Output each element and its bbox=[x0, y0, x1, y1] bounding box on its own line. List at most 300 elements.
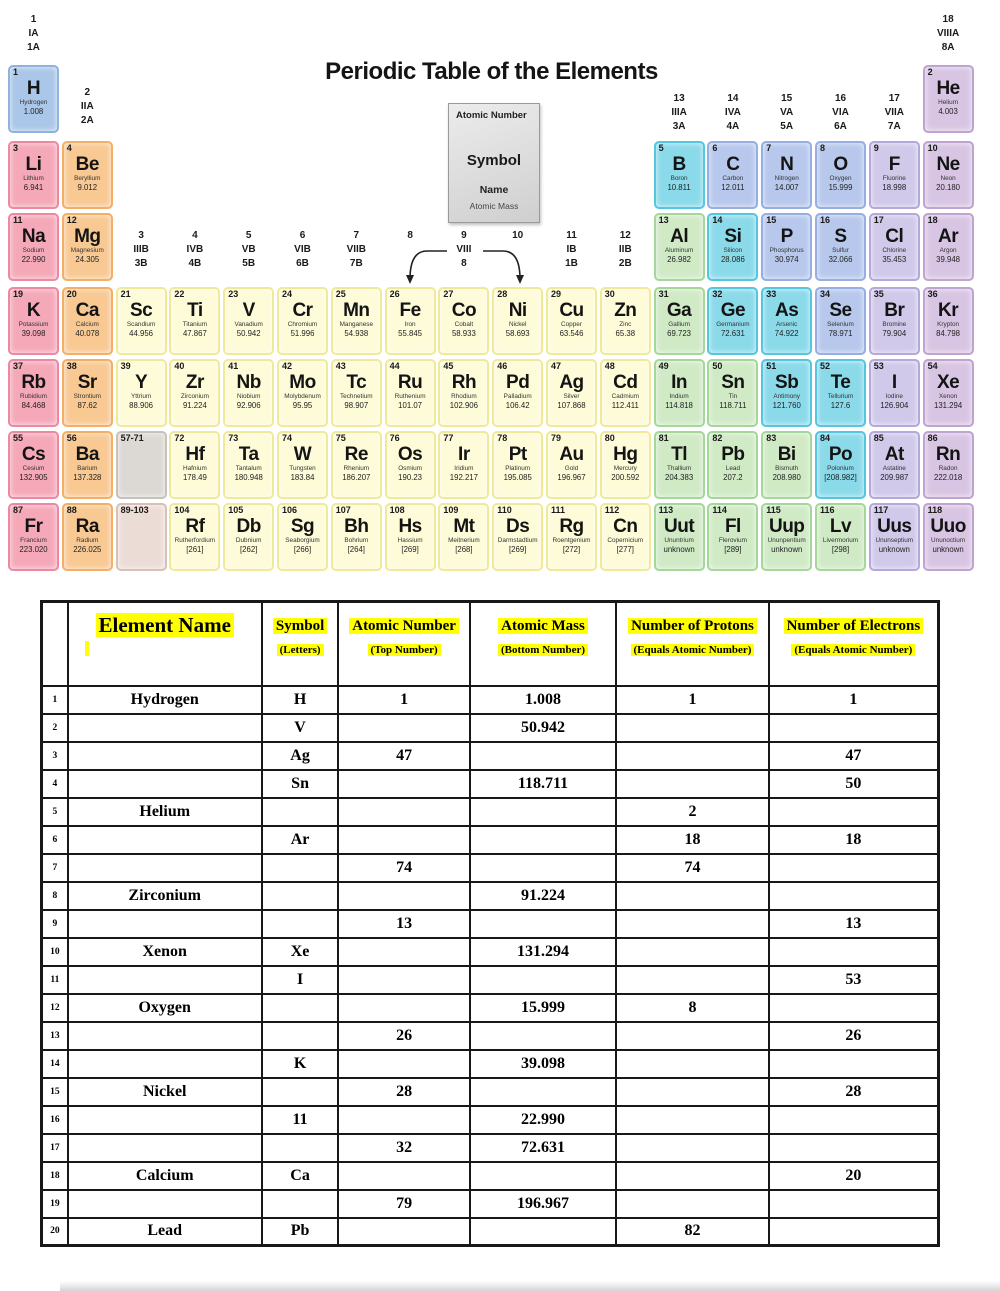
element-atomic-number: 52 bbox=[820, 361, 831, 371]
group-label-line: VIIB bbox=[346, 244, 367, 255]
element-atomic-number: 12 bbox=[66, 215, 77, 225]
row-number: 4 bbox=[42, 770, 68, 798]
table-row-14 bbox=[42, 1050, 939, 1078]
worksheet-cell bbox=[338, 994, 469, 1022]
element-symbol: Sc bbox=[129, 300, 153, 321]
group-label-line: 13 bbox=[673, 93, 685, 104]
element-symbol: At bbox=[884, 444, 904, 465]
element-mass: 30.974 bbox=[774, 255, 799, 264]
element-cell-S bbox=[815, 213, 866, 281]
element-atomic-number: 6 bbox=[712, 143, 718, 153]
element-name: Bromine bbox=[882, 321, 907, 328]
element-name: Chlorine bbox=[882, 247, 907, 254]
group-label-line: 8A bbox=[941, 42, 955, 53]
worksheet-cell bbox=[68, 714, 262, 742]
worksheet-cell: 1.008 bbox=[470, 686, 616, 714]
group-label-line: 15 bbox=[781, 93, 793, 104]
worksheet-cell bbox=[68, 1190, 262, 1218]
element-symbol: Os bbox=[397, 444, 423, 465]
element-cell-Hf bbox=[169, 431, 220, 499]
element-name: Neon bbox=[940, 175, 956, 182]
element-symbol: Ge bbox=[720, 300, 746, 321]
element-mass: 40.078 bbox=[75, 329, 100, 338]
column-header-title: Number of Protons bbox=[628, 618, 757, 634]
worksheet-cell: 50.942 bbox=[470, 714, 616, 742]
element-cell-Cu bbox=[546, 287, 597, 355]
column-header-element-name bbox=[68, 602, 262, 686]
element-mass: 55.845 bbox=[398, 329, 423, 338]
element-name: Seaborgium bbox=[285, 537, 320, 544]
element-symbol: Br bbox=[884, 300, 905, 321]
table-row-9 bbox=[42, 910, 939, 938]
element-atomic-number: 19 bbox=[13, 289, 24, 299]
element-mass: 209.987 bbox=[880, 473, 909, 482]
element-name: Lithium bbox=[23, 175, 44, 182]
element-symbol: Li bbox=[25, 154, 42, 175]
element-mass: 178.49 bbox=[182, 473, 207, 482]
element-name: Molybdenum bbox=[284, 393, 321, 400]
worksheet-cell: 18 bbox=[769, 826, 939, 854]
element-atomic-number: 55 bbox=[13, 433, 24, 443]
worksheet-cell: K bbox=[262, 1050, 339, 1078]
element-mass: 51.996 bbox=[290, 329, 315, 338]
group-label-6 bbox=[277, 229, 328, 271]
element-name: Hafnium bbox=[182, 465, 207, 472]
worksheet-cell: Ag bbox=[262, 742, 339, 770]
table-row-15 bbox=[42, 1078, 939, 1106]
group-label-2 bbox=[62, 86, 113, 128]
element-atomic-number: 18 bbox=[927, 215, 938, 225]
element-atomic-number: 104 bbox=[174, 505, 190, 515]
element-mass: [264] bbox=[347, 545, 365, 554]
worksheet-cell bbox=[769, 854, 939, 882]
element-mass: 4.003 bbox=[938, 107, 958, 116]
element-name: Tantalum bbox=[235, 465, 262, 472]
worksheet-cell: 26 bbox=[769, 1022, 939, 1050]
worksheet-cell: H bbox=[262, 686, 339, 714]
element-cell-Fl bbox=[707, 503, 758, 571]
worksheet-cell: Xe bbox=[262, 938, 339, 966]
element-name: Osmium bbox=[398, 465, 422, 472]
element-symbol: Si bbox=[724, 226, 742, 247]
element-symbol: Pb bbox=[721, 444, 745, 465]
worksheet-cell bbox=[262, 1078, 339, 1106]
group-label-4 bbox=[169, 229, 220, 271]
element-atomic-number: 76 bbox=[389, 433, 400, 443]
element-mass: 91.224 bbox=[182, 401, 207, 410]
group-label-14 bbox=[707, 92, 758, 134]
element-cell-Hs bbox=[385, 503, 436, 571]
element-symbol: Rh bbox=[451, 372, 477, 393]
element-name: Roentgenium bbox=[552, 537, 591, 544]
element-symbol: H bbox=[26, 78, 41, 99]
element-symbol: In bbox=[671, 372, 688, 393]
group-label-line: IIA bbox=[80, 101, 94, 112]
element-symbol: Rb bbox=[21, 372, 46, 393]
group-label-5 bbox=[223, 229, 274, 271]
element-atomic-number: 23 bbox=[228, 289, 239, 299]
element-cell-Be bbox=[62, 141, 113, 209]
element-name: Ununoctium bbox=[931, 537, 966, 544]
element-mass: 137.328 bbox=[73, 473, 102, 482]
row-number: 11 bbox=[42, 966, 68, 994]
group-label-3 bbox=[116, 229, 167, 271]
element-name: Xenon bbox=[938, 393, 958, 400]
element-symbol: K bbox=[26, 300, 41, 321]
element-atomic-number: 45 bbox=[443, 361, 454, 371]
worksheet-cell bbox=[262, 1022, 339, 1050]
element-name: Iridium bbox=[454, 465, 474, 472]
element-cell-Re bbox=[331, 431, 382, 499]
worksheet-cell: 131.294 bbox=[470, 938, 616, 966]
worksheet-cell: 26 bbox=[338, 1022, 469, 1050]
element-atomic-number: 28 bbox=[497, 289, 508, 299]
element-name: Meitnerium bbox=[448, 537, 480, 544]
element-cell-Rb bbox=[8, 359, 59, 427]
group-label-line: 7 bbox=[353, 230, 360, 241]
element-cell-Sn bbox=[707, 359, 758, 427]
group-label-line: 4A bbox=[726, 121, 740, 132]
element-name: Polonium bbox=[827, 465, 854, 472]
element-cell-Sr bbox=[62, 359, 113, 427]
periodic-table bbox=[0, 0, 1000, 592]
row-number: 12 bbox=[42, 994, 68, 1022]
element-symbol: S bbox=[834, 226, 847, 247]
row-number: 18 bbox=[42, 1162, 68, 1190]
element-atomic-number: 43 bbox=[335, 361, 346, 371]
element-mass: 84.468 bbox=[21, 401, 46, 410]
worksheet-cell bbox=[338, 1218, 469, 1246]
element-atomic-number: 27 bbox=[443, 289, 454, 299]
element-mass: 9.012 bbox=[77, 183, 98, 192]
element-symbol: Ca bbox=[75, 300, 99, 321]
group-label-line: IIIB bbox=[133, 244, 149, 255]
element-cell-Fe bbox=[385, 287, 436, 355]
element-symbol: Uup bbox=[768, 516, 805, 537]
element-mass: 88.906 bbox=[129, 401, 154, 410]
group-label-line: 16 bbox=[834, 93, 847, 104]
row-number: 10 bbox=[42, 938, 68, 966]
element-symbol: W bbox=[293, 444, 312, 465]
element-cell-Mg bbox=[62, 213, 113, 281]
element-cell-Ti bbox=[169, 287, 220, 355]
element-mass: 15.999 bbox=[828, 183, 853, 192]
element-cell-B bbox=[654, 141, 705, 209]
element-atomic-number: 118 bbox=[927, 505, 943, 515]
element-atomic-number: 77 bbox=[443, 433, 454, 443]
element-symbol: Re bbox=[344, 444, 368, 465]
table-row-19 bbox=[42, 1190, 939, 1218]
element-mass: 72.631 bbox=[720, 329, 745, 338]
group-label-line: VIA bbox=[832, 107, 849, 118]
element-cell-Se bbox=[815, 287, 866, 355]
worksheet-cell: 72.631 bbox=[470, 1134, 616, 1162]
element-symbol: Hs bbox=[398, 516, 422, 537]
group-label-line: 7B bbox=[349, 258, 363, 269]
element-mass: 32.066 bbox=[828, 255, 853, 264]
group-label-9 bbox=[438, 229, 489, 271]
worksheet-cell bbox=[470, 966, 616, 994]
element-symbol: P bbox=[780, 226, 793, 247]
worksheet-cell: Oxygen bbox=[68, 994, 262, 1022]
element-cell-Cr bbox=[277, 287, 328, 355]
element-cell-Cl bbox=[869, 213, 920, 281]
element-atomic-number: 13 bbox=[658, 215, 669, 225]
element-name: Hydrogen bbox=[19, 99, 48, 106]
element-name: Thallium bbox=[667, 465, 692, 472]
element-atomic-number: 32 bbox=[712, 289, 723, 299]
element-symbol: Pd bbox=[506, 372, 530, 393]
element-name: Sodium bbox=[22, 247, 45, 254]
element-name: Bismuth bbox=[775, 465, 799, 472]
table-row-5 bbox=[42, 798, 939, 826]
element-mass: 12.011 bbox=[721, 183, 745, 192]
element-mass: 200.592 bbox=[611, 473, 640, 482]
element-atomic-number: 116 bbox=[820, 505, 835, 515]
worksheet-cell bbox=[262, 1134, 339, 1162]
element-atomic-number: 42 bbox=[282, 361, 293, 371]
legend-symbol-label: Symbol bbox=[466, 152, 522, 169]
worksheet-cell bbox=[470, 1218, 616, 1246]
element-mass: 54.938 bbox=[344, 329, 369, 338]
element-mass: [272] bbox=[562, 545, 581, 554]
table-row-18 bbox=[42, 1162, 939, 1190]
element-name: Zirconium bbox=[180, 393, 209, 400]
element-symbol: Sr bbox=[77, 372, 97, 393]
element-name: Ununpentium bbox=[767, 537, 806, 544]
element-name: Livermorium bbox=[822, 537, 859, 544]
element-atomic-number: 50 bbox=[712, 361, 723, 371]
element-mass: 69.723 bbox=[667, 329, 692, 338]
element-name: Titanium bbox=[182, 321, 208, 328]
element-atomic-number: 82 bbox=[712, 433, 723, 443]
worksheet bbox=[40, 600, 940, 1247]
element-name: Iron bbox=[404, 321, 416, 328]
element-symbol: Po bbox=[828, 444, 853, 465]
element-cell-At bbox=[869, 431, 920, 499]
element-atomic-number: 73 bbox=[228, 433, 239, 443]
worksheet-cell: 13 bbox=[769, 910, 939, 938]
legend-atomic-mass-label: Atomic Mass bbox=[469, 201, 519, 211]
element-atomic-number: 44 bbox=[389, 361, 400, 371]
element-symbol: Se bbox=[829, 300, 852, 321]
element-symbol: Uuo bbox=[930, 516, 966, 537]
worksheet-cell bbox=[338, 1162, 469, 1190]
element-name: Gold bbox=[564, 465, 579, 472]
element-atomic-number: 7 bbox=[766, 143, 772, 153]
worksheet-cell: 79 bbox=[338, 1190, 469, 1218]
group-label-line: VIB bbox=[294, 244, 311, 255]
worksheet-cell bbox=[616, 714, 769, 742]
table-row-11 bbox=[42, 966, 939, 994]
worksheet-cell bbox=[470, 910, 616, 938]
worksheet-cell bbox=[262, 1190, 339, 1218]
element-name: Indium bbox=[669, 393, 689, 400]
element-name: Germanium bbox=[716, 321, 750, 328]
element-name: Chromium bbox=[287, 321, 318, 328]
element-symbol: Zn bbox=[614, 300, 637, 321]
element-symbol: Te bbox=[830, 372, 851, 393]
element-cell-As bbox=[761, 287, 812, 355]
group-label-line: 5 bbox=[245, 230, 252, 241]
element-atomic-number: 56 bbox=[66, 433, 77, 443]
element-name: Ununseptium bbox=[875, 537, 914, 544]
column-header-subtitle: (Bottom Number) bbox=[498, 644, 588, 656]
worksheet-cell: Sn bbox=[262, 770, 339, 798]
element-mass: 102.906 bbox=[449, 401, 478, 410]
element-range-cell-89-103 bbox=[116, 503, 167, 571]
element-mass: 101.07 bbox=[398, 401, 423, 410]
element-mass: 63.546 bbox=[559, 329, 584, 338]
element-symbol: Kr bbox=[938, 300, 959, 321]
element-cell-Pb bbox=[707, 431, 758, 499]
worksheet-cell bbox=[262, 798, 339, 826]
element-mass: 190.23 bbox=[398, 473, 423, 482]
group-label-11 bbox=[546, 229, 597, 271]
element-cell-Fr bbox=[8, 503, 59, 571]
element-cell-Co bbox=[438, 287, 489, 355]
element-mass: [261] bbox=[186, 545, 204, 554]
element-atomic-number: 48 bbox=[604, 361, 615, 371]
element-atomic-number: 4 bbox=[66, 143, 72, 153]
element-mass: 208.980 bbox=[772, 473, 801, 482]
worksheet-cell bbox=[68, 742, 262, 770]
element-cell-Tc bbox=[331, 359, 382, 427]
group-label-line: 5A bbox=[780, 121, 794, 132]
group-label-line: 5B bbox=[242, 258, 256, 269]
element-symbol: Sb bbox=[775, 372, 799, 393]
element-cell-Ds bbox=[492, 503, 543, 571]
element-cell-Sb bbox=[761, 359, 812, 427]
element-mass: 50.942 bbox=[236, 329, 261, 338]
worksheet-cell bbox=[470, 1078, 616, 1106]
element-name: Francium bbox=[20, 537, 47, 544]
element-name: Lead bbox=[725, 465, 740, 472]
column-header-atomic-number bbox=[338, 602, 469, 686]
worksheet-cell bbox=[68, 1022, 262, 1050]
element-atomic-number: 86 bbox=[927, 433, 938, 443]
element-mass: [266] bbox=[293, 545, 312, 554]
element-name: Oxygen bbox=[829, 175, 852, 182]
element-name: Darmstadtium bbox=[497, 537, 538, 544]
element-symbol: Db bbox=[236, 516, 261, 537]
element-mass: 26.982 bbox=[667, 255, 692, 264]
element-cell-Cd bbox=[600, 359, 651, 427]
element-atomic-number: 46 bbox=[497, 361, 508, 371]
element-atomic-number: 35 bbox=[873, 289, 884, 299]
group-label-line: 7A bbox=[887, 121, 901, 132]
element-mass: 84.798 bbox=[936, 329, 961, 338]
element-symbol: Ti bbox=[187, 300, 203, 321]
element-mass: unknown bbox=[771, 545, 803, 554]
worksheet-cell: 74 bbox=[616, 854, 769, 882]
element-name: Copper bbox=[561, 321, 582, 328]
element-name: Rubidium bbox=[20, 393, 47, 400]
element-symbol: Cs bbox=[21, 444, 46, 465]
group-label-line: 9 bbox=[461, 230, 467, 241]
worksheet-cell: Ca bbox=[262, 1162, 339, 1190]
group-label-line: IVB bbox=[186, 244, 204, 255]
table-row-10 bbox=[42, 938, 939, 966]
worksheet-cell bbox=[769, 882, 939, 910]
group-label-17 bbox=[869, 92, 920, 134]
element-name: Cadmium bbox=[611, 393, 639, 400]
element-cell-Al bbox=[654, 213, 705, 281]
worksheet-cell bbox=[338, 938, 469, 966]
element-mass: 186.207 bbox=[342, 473, 371, 482]
element-name: Platinum bbox=[505, 465, 531, 472]
table-row-7 bbox=[42, 854, 939, 882]
row-number: 14 bbox=[42, 1050, 68, 1078]
group-label-line: 10 bbox=[512, 230, 524, 241]
element-cell-Ni bbox=[492, 287, 543, 355]
element-mass: 114.818 bbox=[665, 401, 693, 410]
group-label-12 bbox=[600, 229, 651, 271]
group-label-line: 14 bbox=[727, 93, 739, 104]
element-atomic-number: 75 bbox=[335, 433, 346, 443]
table-row-20 bbox=[42, 1218, 939, 1246]
element-name: Argon bbox=[939, 247, 957, 254]
element-symbol: Na bbox=[21, 226, 46, 247]
element-atomic-number: 41 bbox=[228, 361, 239, 371]
element-atomic-number: 31 bbox=[658, 289, 669, 299]
worksheet-cell: 1 bbox=[616, 686, 769, 714]
worksheet-cell bbox=[769, 994, 939, 1022]
element-cell-Sc bbox=[116, 287, 167, 355]
element-atomic-number: 114 bbox=[712, 505, 727, 515]
element-atomic-number: 16 bbox=[820, 215, 831, 225]
element-cell-Ge bbox=[707, 287, 758, 355]
element-atomic-number: 88 bbox=[66, 505, 77, 515]
element-mass: [289] bbox=[724, 545, 742, 554]
worksheet-cell bbox=[470, 1022, 616, 1050]
element-mass: 44.956 bbox=[129, 329, 154, 338]
element-atomic-number: 105 bbox=[228, 505, 244, 515]
element-symbol: C bbox=[726, 154, 740, 175]
element-name: Magnesium bbox=[70, 247, 104, 254]
element-cell-P bbox=[761, 213, 812, 281]
element-mass: 28.086 bbox=[720, 255, 745, 264]
worksheet-cell: 39.098 bbox=[470, 1050, 616, 1078]
element-symbol: Tc bbox=[346, 372, 367, 393]
worksheet-cell bbox=[470, 854, 616, 882]
element-symbol: Ni bbox=[508, 300, 527, 321]
worksheet-cell bbox=[338, 826, 469, 854]
element-cell-Ra bbox=[62, 503, 113, 571]
group-label-line: 3 bbox=[138, 230, 144, 241]
element-cell-Xe bbox=[923, 359, 974, 427]
element-symbol: Xe bbox=[936, 372, 960, 393]
worksheet-cell: Pb bbox=[262, 1218, 339, 1246]
element-name: Antimony bbox=[773, 393, 800, 400]
group-label-10 bbox=[492, 229, 543, 243]
element-range-cell-57-71 bbox=[116, 431, 167, 499]
element-cell-He bbox=[923, 65, 974, 133]
element-atomic-number: 84 bbox=[820, 433, 831, 443]
element-name: Palladium bbox=[503, 393, 532, 400]
element-atomic-number: 20 bbox=[66, 289, 77, 299]
element-mass: 118.711 bbox=[719, 401, 747, 410]
element-mass: 126.904 bbox=[880, 401, 909, 410]
element-cell-I bbox=[869, 359, 920, 427]
element-mass: 107.868 bbox=[557, 401, 586, 410]
element-symbol: Ar bbox=[938, 226, 959, 247]
element-name: Boron bbox=[670, 175, 688, 182]
group-label-line: 4B bbox=[188, 258, 202, 269]
element-name: Krypton bbox=[937, 321, 960, 328]
worksheet-cell: 32 bbox=[338, 1134, 469, 1162]
element-name: Sulfur bbox=[832, 247, 849, 254]
